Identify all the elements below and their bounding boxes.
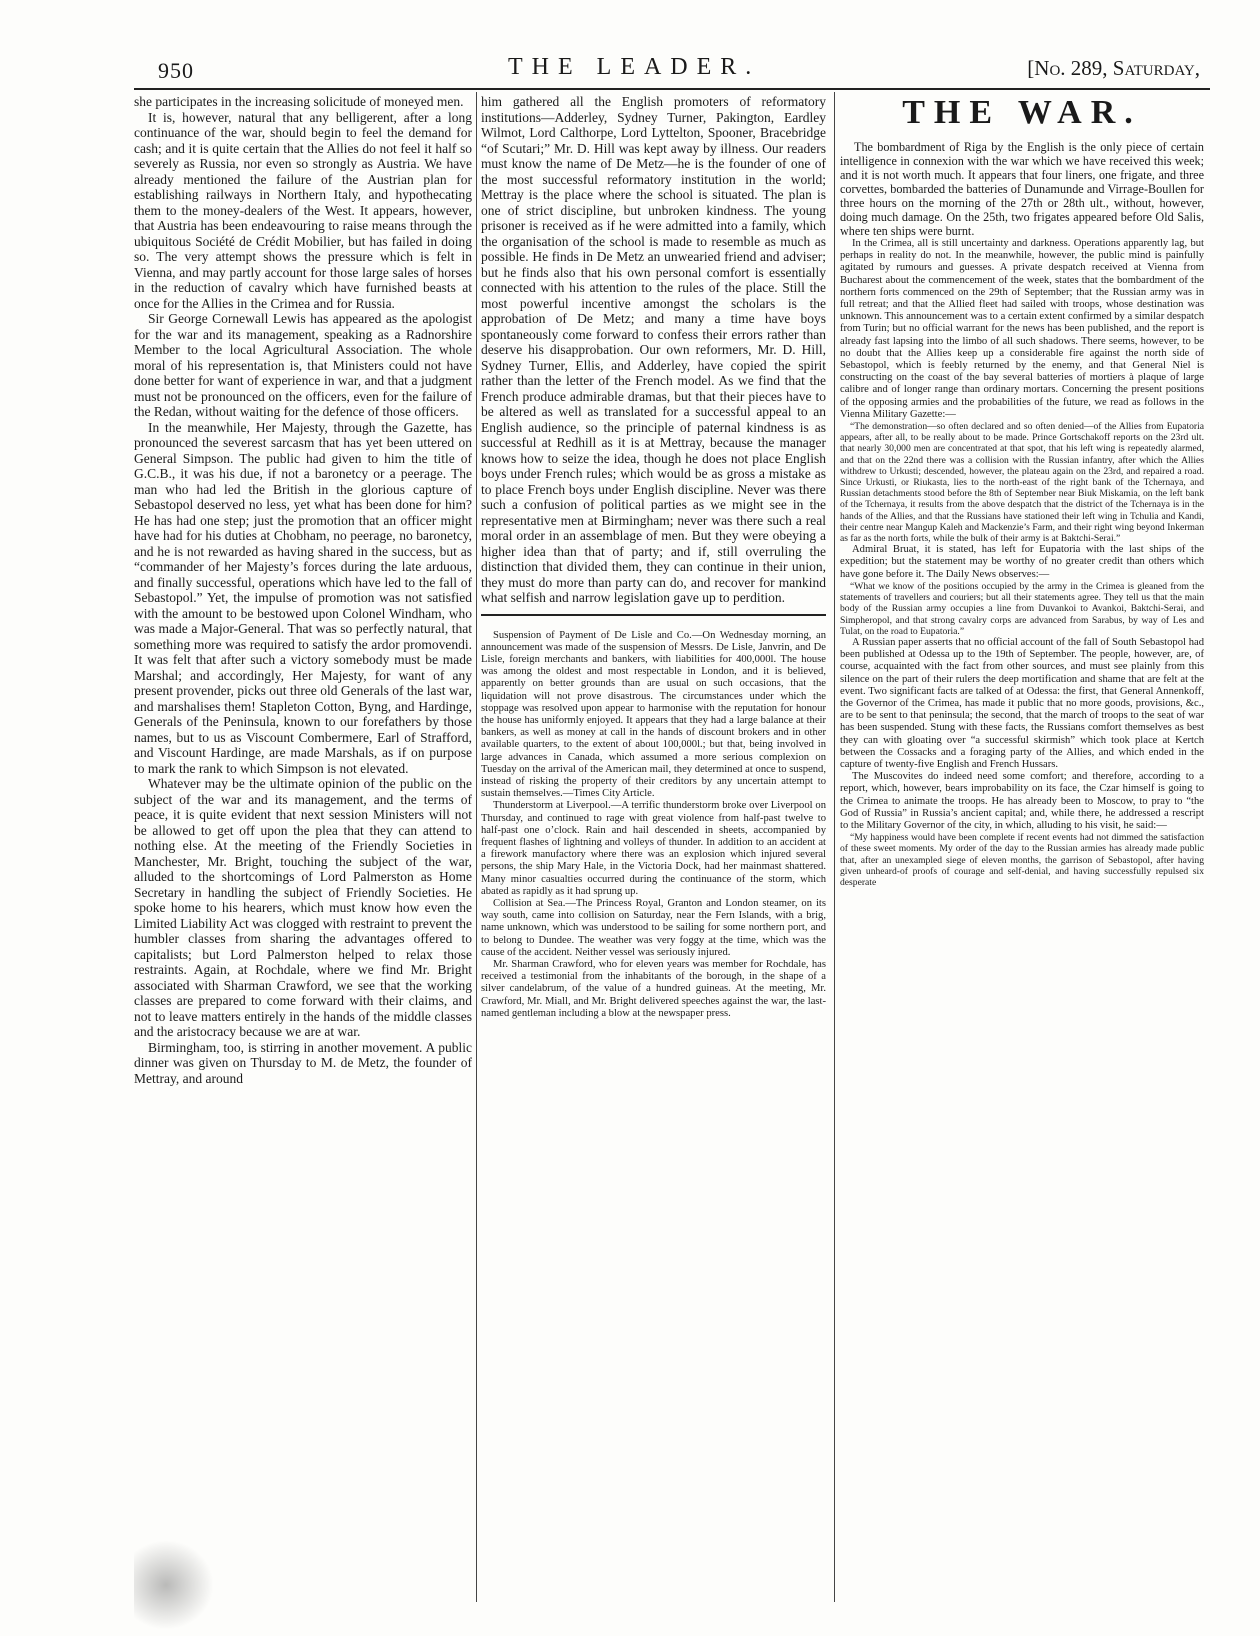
paragraph: she participates in the increasing solicitude of moneyed men.	[134, 94, 464, 109]
masthead-title: THE LEADER.	[508, 54, 761, 80]
paragraph: In the Crimea, all is still uncertainty and darkness. Operations apparently lag, but perhaps in reality do not. In the meanwhile, however, the public mind is painfully agitated by rumours and guesses. A private despatch received at Vienna from Bucharest about the commencement of the week, states that the bombardment of the northern forts commenced on the 29th of September; that the Russian army was in full retreat; and that the Allied fleet had sailed with troops, whose destination was unknown. This announcement was to a certain extent confirmed by a similar despatch from Turin; but no official warrant for the news has been published, and the report is already fast lapsing into the limbo of all such shadows. There seems, however, to be no doubt that the Allies keep up a considerable fire against the north side of Sebastopol, which is feebly returned by the enemy, and that General Niel is constructing on the coast of the bay several batteries of mortiers à plaque of large calibre and of longer range than ordinary mortars. Concerning the present positions of the opposing armies and the probabilities of the future, we read as follows in the Vienna Military Gazette:—	[840, 238, 1204, 420]
paragraph: A Russian paper asserts that no official account of the fall of South Sebastopol had been published at Odessa up to the 19th of September. The people, however, are, of course, acquainted with the fact from other sources, and must see plainly from this silence on the part of their rulers the deep mortification and shame that are felt at the event. Two significant facts are talked of at Odessa: the first, that General Annenkoff, the Governor of the Crimea, has made it public that no more goods, provisions, &c., are to be sent to that peninsula; the second, that the march of troops to the seat of war has been suspended. Stung with these facts, the Russians comfort themselves as best they can with gloating over “a successful skirmish” which took place at Kertch between the Cossacks and a foraging party of the Allies, and which ended in the capture of twenty-five English and French Hussars.	[840, 636, 1204, 770]
page-number: 950	[158, 58, 194, 83]
paragraph: Birmingham, too, is stirring in another movement. A public dinner was given on Thursday to M. de Metz, the founder of Mettray, and around	[134, 1039, 472, 1086]
paragraph: The Muscovites do indeed need some comfort; and therefore, according to a report, which, however, bears improbability on its face, the Czar himself is going to the Crimea to animate the troops. He has already been to Moscow, to pray to “the God of Russia” in Russia’s ancient capital; and, while there, he addressed a rescript to the Military Governor of the city, in which, alluding to his visit, he said:—	[840, 771, 1204, 831]
page-header	[136, 52, 1208, 88]
column-3	[840, 94, 1204, 888]
paragraph: Admiral Bruat, it is stated, has left for Eupatoria with the last ships of the expedition; but the statement may be worthy of no greater credit than others which have gone before it. The Daily News observes:—	[840, 544, 1204, 580]
war-body	[840, 238, 1204, 421]
quotation: “The demonstration—so often declared and so often denied—of the Allies from Eupatoria appears, after all, to be really about to be made. Prince Gortschakoff reports on the 23rd ult. that nearly 30,000 men are concentrated at that spot, that his left wing is repeatedly alarmed, and that on the 22nd there was a collision with the Russian infantry, after which the Allies withdrew to Urkusti; descended, however, the plateau again on the 23rd, and repaired a road. Since Urkusti, or Riukasta, lies to the north-east of the right bank of the Tchernaya, and Russian detachments stood before the 8th of September near Biuk Miskamia, on the left bank of the Tchernaya, it results from the above despatch that the district of the Tchernaya is in the hands of the Allies, and that the Russians have stationed their left wing in Tchulia and Kandi, their centre near Mangup Kaleh and Mackenzie’s Farm, and their right wing beyond Inkerman as far as the north forts, while the bulk of their army is at Baktchi-Serai.”	[840, 421, 1204, 545]
paragraph: Sir George Cornewall Lewis has appeared as the apologist for the war and its management, speaking as a Radnorshire Member to the local Agricultural Association. The whole moral of his representation is, that Ministers could not have done better for want of experience in war, and that a judgment must not be pronounced on the officers, even for the failure of the Redan, without waiting for the defence of those officers.	[134, 311, 472, 419]
paragraph: The bombardment of Riga by the English is the only piece of certain intelligence in connexion with the war which we have received this week; and it is not worth much. It appears that four liners, one frigate, and three corvettes, bombarded the batteries of Dunamunde and Virrage-Boullen for three hours on the morning of the 27th or 28th ult., without, however, doing much damage. On the 25th, two frigates appeared before Old Salis, where ten ships were burnt.	[840, 140, 1204, 238]
war-body	[840, 544, 1204, 581]
column-divider	[834, 92, 835, 1602]
news-items	[481, 630, 826, 1021]
news-item: Suspension of Payment of De Lisle and Co.—On Wednesday morning, an announcement was made of the suspension of Messrs. De Lisle, Janvrin, and De Lisle, foreign merchants and bankers, with liabilities for 400,000l. The house was among the oldest and most respectable in London, and it is believed, apparently on better grounds than are usual on such occasions, that the liquidation will not prove disastrous. The circumstances under which the stoppage was resolved upon appear to harmonise with the reputation for honour the house has uniformly enjoyed. It appears that they had a large balance at their bankers, as well as money at call in the hands of discount brokers and in other available quarters, to the extent of about 100,000l.; but that, being involved in large advances in Canada, which assumed a more serious complexion on Tuesday on the arrival of the American mail, they determined at once to suspend, instead of risking the property of their creditors by any uncertain attempt to sustain themselves.—Times City Article.	[481, 629, 826, 800]
news-item: Mr. Sharman Crawford, who for eleven years was member for Rochdale, has received a testimonial from the inhabitants of the borough, in the shape of a silver candelabrum, of the value of a hundred guineas. At the meeting, Mr. Crawford, Mr. Miall, and Mr. Bright delivered speeches against the war, the last-named gentleman including a blow at the newspaper press.	[481, 958, 826, 1019]
quoted-despatch	[840, 581, 1204, 637]
editorial-continuation	[481, 94, 826, 606]
paragraph: him gathered all the English promoters of reformatory institutions—Adderley, Sydney Turner, Pakington, Eardley Wilmot, Lord Calthorpe, Lord Lyttelton, Spooner, Bracebridge “of Scutari;” Mr. D. Hill was kept away by illness. Our readers must know the name of De Metz—he is the founder of one of the most successful reformatory institution in the world; Mettray is the place where the school is situated. The plan is one of strict discipline, but unbroken kindness. The young prisoner is received as if he were admitted into a family, which the organisation of the school is made to resemble as much as possible. He finds in De Metz an unwearied friend and adviser; but he finds also that his own personal comfort is essentially connected with his attention to the rules of the place. Still the most powerful incentive amongst the scholars is the approbation of De Metz; and many a time have boys spontaneously come forward to confess their errors rather than deserve his disapprobation. Our own reformers, Mr. D. Hill, Sydney Turner, Ellis, and Adderley, have copied the spirit rather than the letter of the French model. As we find that the French produce admirable dramas, but that their pieces have to be altered as well as translated for a successful appeal to an English audience, so the principle of paternal kindness is as successful at Redhill as it is at Mettray, because the manager knows how to seize the idea, though he does not place English boys under French rules; which would be as gross a mistake as to place French boys under English discipline. Never was there such a confusion of political parties as we might see in the representative men at Birmingham; never was there such a real moral order in an assemblage of men. But they were obeying a higher idea than that of party; and if, still overruling the distinction that divided them, they can continue in their union, they must do more than party can do, and recover for mankind what selfish and narrow legislation gave up to perdition.	[481, 94, 826, 605]
quotation: “My happiness would have been complete if recent events had not dimmed the satisfaction of these sweet moments. My order of the day to the Russian armies has already made public that, after an unexampled siege of eleven months, the garrison of Sebastopol, after having given unheard-of proofs of courage and self-denial, and having successfully repulsed six desperate	[840, 832, 1204, 888]
paragraph: Whatever may be the ultimate opinion of the public on the subject of the war and its management, and the terms of peace, it is quite evident that next session Ministers will not be allowed to get off upon the plea that they can attend to nothing else. At the meeting of the Friendly Societies in Manchester, Mr. Bright, touching the subject of the war, alluded to the shortcomings of Lord Palmerston as Home Secretary in handling the subject of Friendly Societies. He spoke home to his hearers, which must know how even the Limited Liability Act was clogged with restraint to prevent the humbler classes from sharing the advantages offered to capitalists; but Lord Palmerston helped to relax those restraints. Again, at Rochdale, where we find Mr. Bright associated with Sharman Crawford, we see that the working classes are prepared to come forward with their claims, and not to leave matters entirely in the hands of the middle classes and the aristocracy because we are at war.	[134, 776, 472, 1039]
paragraph: It is, however, natural that any belligerent, after a long continuance of the war, should begin to feel the demand for cash; and it is quite certain that the Allies do not feel it half so severely as Russia, nor even so strongly as Austria. We have already mentioned the failure of the Austrian plan for establishing railways in Northern Italy, and hypothecating them to the money-dealers of the West. It appears, however, that Austria has been endeavouring to raise means through the ubiquitous Société de Crédit Mobilier, but has failed in doing so. The very attempt shows the pressure which is felt in Vienna, and may partly account for those large sales of horses in the reduction of cavalry which have furnished beasts at once for the Allies in the Crimea and for Russia.	[134, 109, 472, 311]
paragraph: In the meanwhile, Her Majesty, through the Gazette, has pronounced the severest sarcasm that has yet been uttered on General Simpson. The public had given to him the title of G.C.B., it was his due, if not a baronetcy or a peerage. The man who had led the British in the glorious capture of Sebastopol deserved no less, yet what has been done for him? He has had one step; just the promotion that an officer might have had for his duties at Chobham, no peerage, no baronetcy, and he is not rewarded as having shared in the success, but as “commander of her Majesty’s forces during the late arduous, and finally successful, operations which have led to the fall of Sebastopol.” Yet, the impulse of promotion was not satisfied with the amount to be bestowed upon Colonel Windham, who was made a Major-General. That was so perfectly natural, that something more was required to satisfy the ardor promovendi. It was felt that after such a victory somebody must be made Marshal; and accordingly, Her Majesty, for want of any present provender, picks out three old Generals of the last war, and marshalises them! Stapleton Cotton, Byng, and Hardinge, Generals of the Peninsula, known to our forefathers by those names, but to us as Viscount Combermere, Earl of Strafford, and Viscount Hardinge, are made Marshals, as if on purpose to mark the rank to which Simpson is not elevated.	[134, 419, 472, 776]
header-rule	[134, 88, 1210, 90]
quotation: “What we know of the positions occupied by the army in the Crimea is gleaned from the statements of travellers and couriers; but all their statements agree. They tell us that the main body of the Russian army occupies a line from Duvankoi to Avankoi, Baktchi-Serai, and Simpheropol, and that strong cavalry corps are advanced from Sarabus, by way of Les and Tulat, on the road to Eupatoria.”	[840, 580, 1204, 637]
section-heading: THE WAR.	[902, 94, 1142, 131]
column-1	[134, 94, 472, 1086]
news-item: Collision at Sea.—The Princess Royal, Granton and London steamer, on its way south, came into collision on Saturday, near the Fern Islands, with a brig, name unknown, which was understood to be sailing for some northern port, and to belong to Dundee. The weather was very foggy at the time, which was the cause of the accident. Neither vessel was seriously injured.	[481, 897, 826, 958]
news-item: Thunderstorm at Liverpool.—A terrific thunderstorm broke over Liverpool on Thursday, and continued to rage with great violence from half-past twelve to half-past one o’clock. Rain and hail descended in sheets, accompanied by frequent flashes of lightning and volleys of thunder. In addition to an accident at a firework manufactory where there was an explosion which injured several persons, the ship Mary Hale, in the Victoria Dock, had her mainmast shattered. Many minor casualties occurred during the continuance of the storm, which abated as rapidly as it had sprung up.	[481, 800, 826, 897]
column-2	[481, 94, 826, 1020]
war-intro	[840, 140, 1204, 238]
quoted-despatch	[840, 421, 1204, 544]
quoted-despatch	[840, 832, 1204, 888]
column-divider	[476, 92, 477, 1602]
ink-smudge	[134, 1540, 214, 1630]
issue-label: [No. 289, Saturday,	[1027, 56, 1200, 80]
war-body	[840, 637, 1204, 832]
section-rule	[481, 614, 826, 616]
